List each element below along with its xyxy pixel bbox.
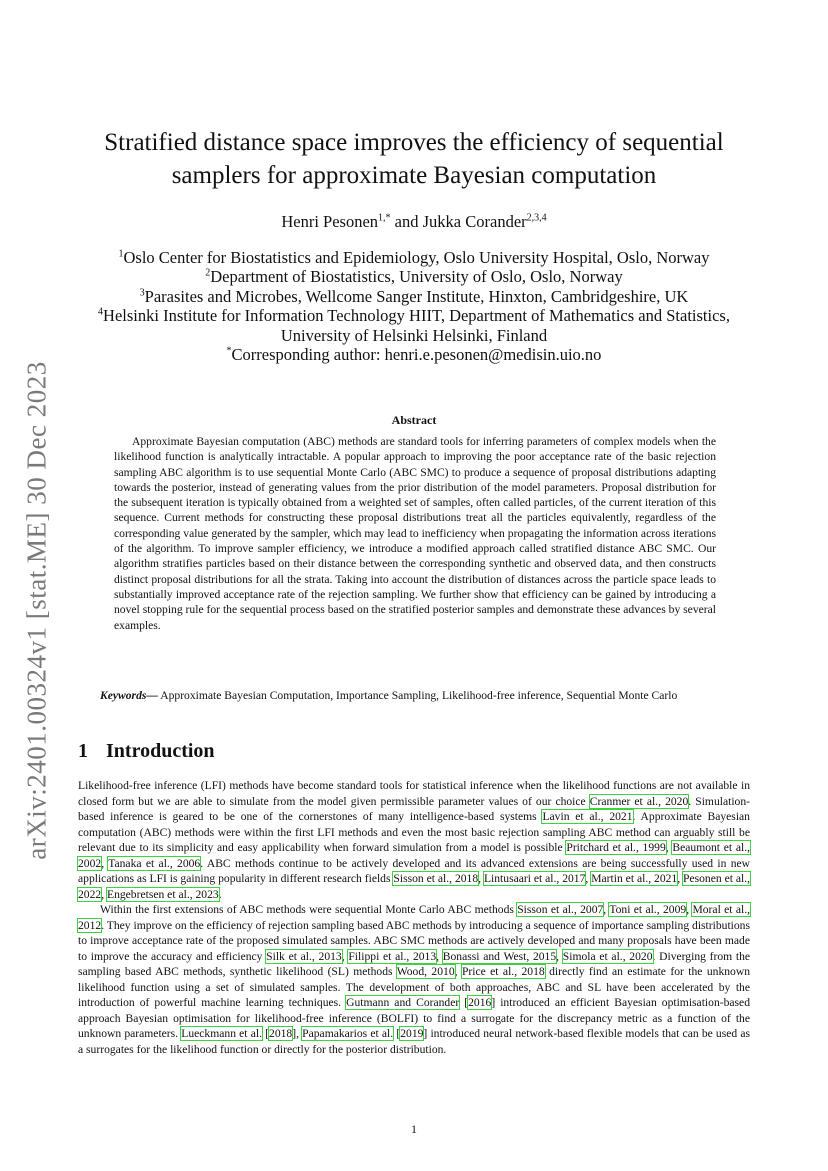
author-name: Henri Pesonen bbox=[281, 212, 379, 231]
paragraph-text: . They improve on the efficiency of rejection sampling based ABC methods by introducing a sequence of importance sampling distributions to improve acceptance rate of the proposed simulated samples. ABC SMC methods are actively developed and many proposals have been made to improve the accuracy and efficiency bbox=[78, 918, 750, 963]
paragraph-text: , bbox=[686, 903, 693, 916]
citation-link[interactable]: Cranmer et al., 2020 bbox=[589, 794, 689, 808]
citation-link[interactable]: Filippi et al., 2013 bbox=[348, 949, 437, 963]
citation-link[interactable]: Lavin et al., 2021 bbox=[542, 810, 633, 823]
paragraph-text: directly find an estimate for the unknown likelihood function using a set of simulated samples. The development of both approaches, ABC and SL have been accelerated by the introduction of powerful machine learning techniques. bbox=[78, 965, 750, 1009]
paragraph-text: ], bbox=[292, 1027, 303, 1040]
paragraph-text: . Approximate Bayesian computation (ABC) methods were within the first LFI methods and even the most basic rejection sampling ABC method can arguably still be relevant due to its simplicity and easy applicability when forward simulation from a model is possible bbox=[78, 810, 750, 854]
citation-link[interactable]: Engebretsen et al., 2023 bbox=[106, 887, 219, 901]
affiliation-text: Corresponding author: henri.e.pesonen@medisin.uio.no bbox=[231, 345, 602, 365]
paper-title: Stratified distance space improves the efficiency of sequential samplers for approximate Bayesian computation bbox=[104, 129, 724, 189]
citation-link[interactable]: Bonassi and West, 2015 bbox=[442, 949, 557, 963]
affiliation-mark: 2 bbox=[205, 267, 211, 279]
citation-link[interactable]: Tanaka et al., 2006 bbox=[108, 856, 201, 870]
paragraph-text: [ bbox=[393, 1027, 401, 1040]
abstract-heading: Abstract bbox=[391, 413, 437, 427]
citation-link[interactable]: Wood, 2010 bbox=[396, 965, 455, 978]
author-connector: and bbox=[394, 212, 419, 231]
citation-link[interactable]: 2018 bbox=[269, 1027, 293, 1040]
citation-link[interactable]: 2019 bbox=[400, 1027, 424, 1040]
paragraph-text: , bbox=[341, 949, 349, 963]
arxiv-identifier: arXiv:2401.00324v1 [stat.ME] 30 Dec 2023 bbox=[21, 360, 52, 860]
citation-link[interactable]: Lintusaari et al., 2017 bbox=[483, 872, 586, 885]
citation-link[interactable]: 2016 bbox=[468, 996, 492, 1009]
paragraph-text: , bbox=[677, 872, 684, 885]
body-paragraph bbox=[78, 902, 750, 1057]
paragraph-text: . bbox=[218, 887, 222, 901]
paragraph-text: , bbox=[665, 841, 673, 854]
citation-link[interactable]: Pritchard et al., 1999 bbox=[566, 841, 666, 854]
affiliation-mark: * bbox=[226, 345, 232, 357]
citation-link[interactable]: Silk et al., 2013 bbox=[266, 949, 342, 963]
page-number: 1 bbox=[411, 1122, 417, 1136]
citation-link[interactable]: Pesonen et al., 2022 bbox=[78, 872, 751, 901]
affiliation bbox=[80, 267, 748, 286]
keywords-label: Keywords— bbox=[100, 689, 158, 702]
affiliation-text: Department of Biostatistics, University of Oslo, Oslo, Norway bbox=[210, 267, 623, 287]
paragraph-text: ] introduced neural network-based flexible models that can be used as a surrogates for the likelihood function or directly for the posterior distribution. bbox=[78, 1027, 751, 1056]
arxiv-side-stamp bbox=[7, 350, 67, 870]
paragraph-text: ] introduced an efficient Bayesian optimisation-based approach Bayesian optimisation for likelihood-free inference (BOLFI) to find a surrogate for the discrepancy metric as a function of the unknown parameters. bbox=[78, 996, 750, 1040]
section-heading bbox=[78, 740, 215, 763]
citation-link[interactable]: Simola et al., 2020 bbox=[562, 949, 653, 963]
paragraph-text: . Simulation-based inference is geared to be one of the cornerstones of many intelligence-based systems bbox=[78, 794, 750, 823]
paragraph-text: Within the first extensions of ABC methods were sequential Monte Carlo ABC methods bbox=[100, 903, 518, 916]
affiliation bbox=[80, 306, 748, 345]
paragraph-text: , bbox=[436, 949, 443, 963]
affiliation-text: Parasites and Microbes, Wellcome Sanger Institute, Hinxton, Cambridgeshire, UK bbox=[144, 286, 689, 306]
paragraph-text: . Diverging from the sampling based ABC methods, synthetic likelihood (SL) methods bbox=[78, 949, 751, 978]
citation-link[interactable]: Sisson et al., 2007 bbox=[517, 903, 604, 916]
section-title: Introduction bbox=[106, 740, 215, 762]
body-paragraph bbox=[78, 778, 750, 902]
citation-link[interactable]: Sisson et al., 2018 bbox=[393, 872, 479, 885]
citation-link[interactable]: Papamakarios et al. bbox=[302, 1027, 394, 1040]
author-affiliation-mark: 2,3,4 bbox=[526, 212, 547, 224]
abstract-text: Approximate Bayesian computation (ABC) methods are standard tools for inferring parameters of complex models when the likelihood function is analytically intractable. A popular approach to improving the poor acceptance rate of the basic rejection sampling ABC algorithm is to use sequential Monte Carlo (ABC SMC) to produce a sequence of proposal distributions adapting towards the posterior, instead of generating values from the prior distribution of the model parameters. Proposal distribution for the subsequent iteration is typically obtained from a weighted set of samples, often called particles, of the current iteration of this sequence. Current methods for constructing these proposal distributions treat all the particles equivalently, regardless of the corresponding value generated by the sampler, which may lead to inefficiency when propagating the information across iterations of the algorithm. To improve sampler efficiency, we introduce a modified approach called stratified distance ABC SMC. Our algorithm stratifies particles based on their distance between the corresponding synthetic and observed data, and then constructs distinct proposal distributions for all the strata. Taking into account the distribution of distances across the particle space leads to substantially improved acceptance rate of the rejection sampling. We further show that efficiency can be gained by introducing a novel stopping rule for the sequential process based on the stratified posterior samples and demonstrate these advances by several examples. bbox=[114, 435, 716, 632]
citation-link[interactable]: Martin et al., 2021 bbox=[591, 872, 678, 885]
affiliations bbox=[80, 248, 748, 364]
paragraph-text: , bbox=[603, 903, 610, 916]
citation-link[interactable]: Moral et al., 2012 bbox=[78, 903, 751, 932]
affiliation-mark: 4 bbox=[98, 306, 104, 318]
paragraph-text: [ bbox=[261, 1027, 270, 1040]
keywords-text: Approximate Bayesian Computation, Importance Sampling, Likelihood-free inference, Sequential Monte Carlo bbox=[160, 689, 678, 702]
affiliation-mark: 3 bbox=[139, 287, 145, 299]
author-name: Jukka Corander bbox=[422, 212, 527, 231]
paragraph-text: . ABC methods continue to be actively developed and its advanced extensions are being successfully used in new applications as LFI is gaining popularity in different research fields bbox=[78, 856, 751, 885]
introduction-body bbox=[78, 778, 750, 1057]
paragraph-text: , bbox=[556, 949, 563, 963]
section-number: 1 bbox=[78, 740, 88, 762]
citation-link[interactable]: Price et al., 2018 bbox=[461, 965, 545, 978]
paragraph-text: , bbox=[478, 872, 484, 885]
citation-link[interactable]: Lueckmann et al. bbox=[181, 1027, 262, 1040]
affiliation bbox=[80, 345, 748, 364]
affiliation bbox=[80, 287, 748, 306]
affiliation-text: Helsinki Institute for Information Technology HIIT, Department of Mathematics and Statistics, University of Helsinki Helsinki, Finland bbox=[103, 306, 730, 345]
citation-link[interactable]: Toni et al., 2009 bbox=[609, 903, 687, 916]
author-affiliation-mark: 1,* bbox=[378, 212, 391, 224]
paragraph-text: , bbox=[101, 856, 109, 870]
affiliation bbox=[80, 248, 748, 267]
author-line bbox=[70, 212, 758, 232]
affiliation-text: Oslo Center for Biostatistics and Epidemiology, Oslo University Hospital, Oslo, Norway bbox=[123, 248, 710, 267]
keywords bbox=[78, 688, 750, 703]
affiliation-mark: 1 bbox=[118, 248, 124, 260]
citation-link[interactable]: Beaumont et al., 2002 bbox=[78, 841, 750, 870]
paragraph-text: Likelihood-free inference (LFI) methods have become standard tools for statistical inference when the likelihood functions are not available in closed form but we are able to simulate from the model given permissible parameter values of our choice bbox=[78, 779, 750, 808]
citation-link[interactable]: Gutmann and Corander bbox=[346, 996, 460, 1009]
paragraph-text: , bbox=[101, 887, 107, 901]
paragraph-text: , bbox=[454, 965, 462, 978]
paragraph-text: , bbox=[585, 872, 592, 885]
paragraph-text: [ bbox=[459, 996, 469, 1009]
